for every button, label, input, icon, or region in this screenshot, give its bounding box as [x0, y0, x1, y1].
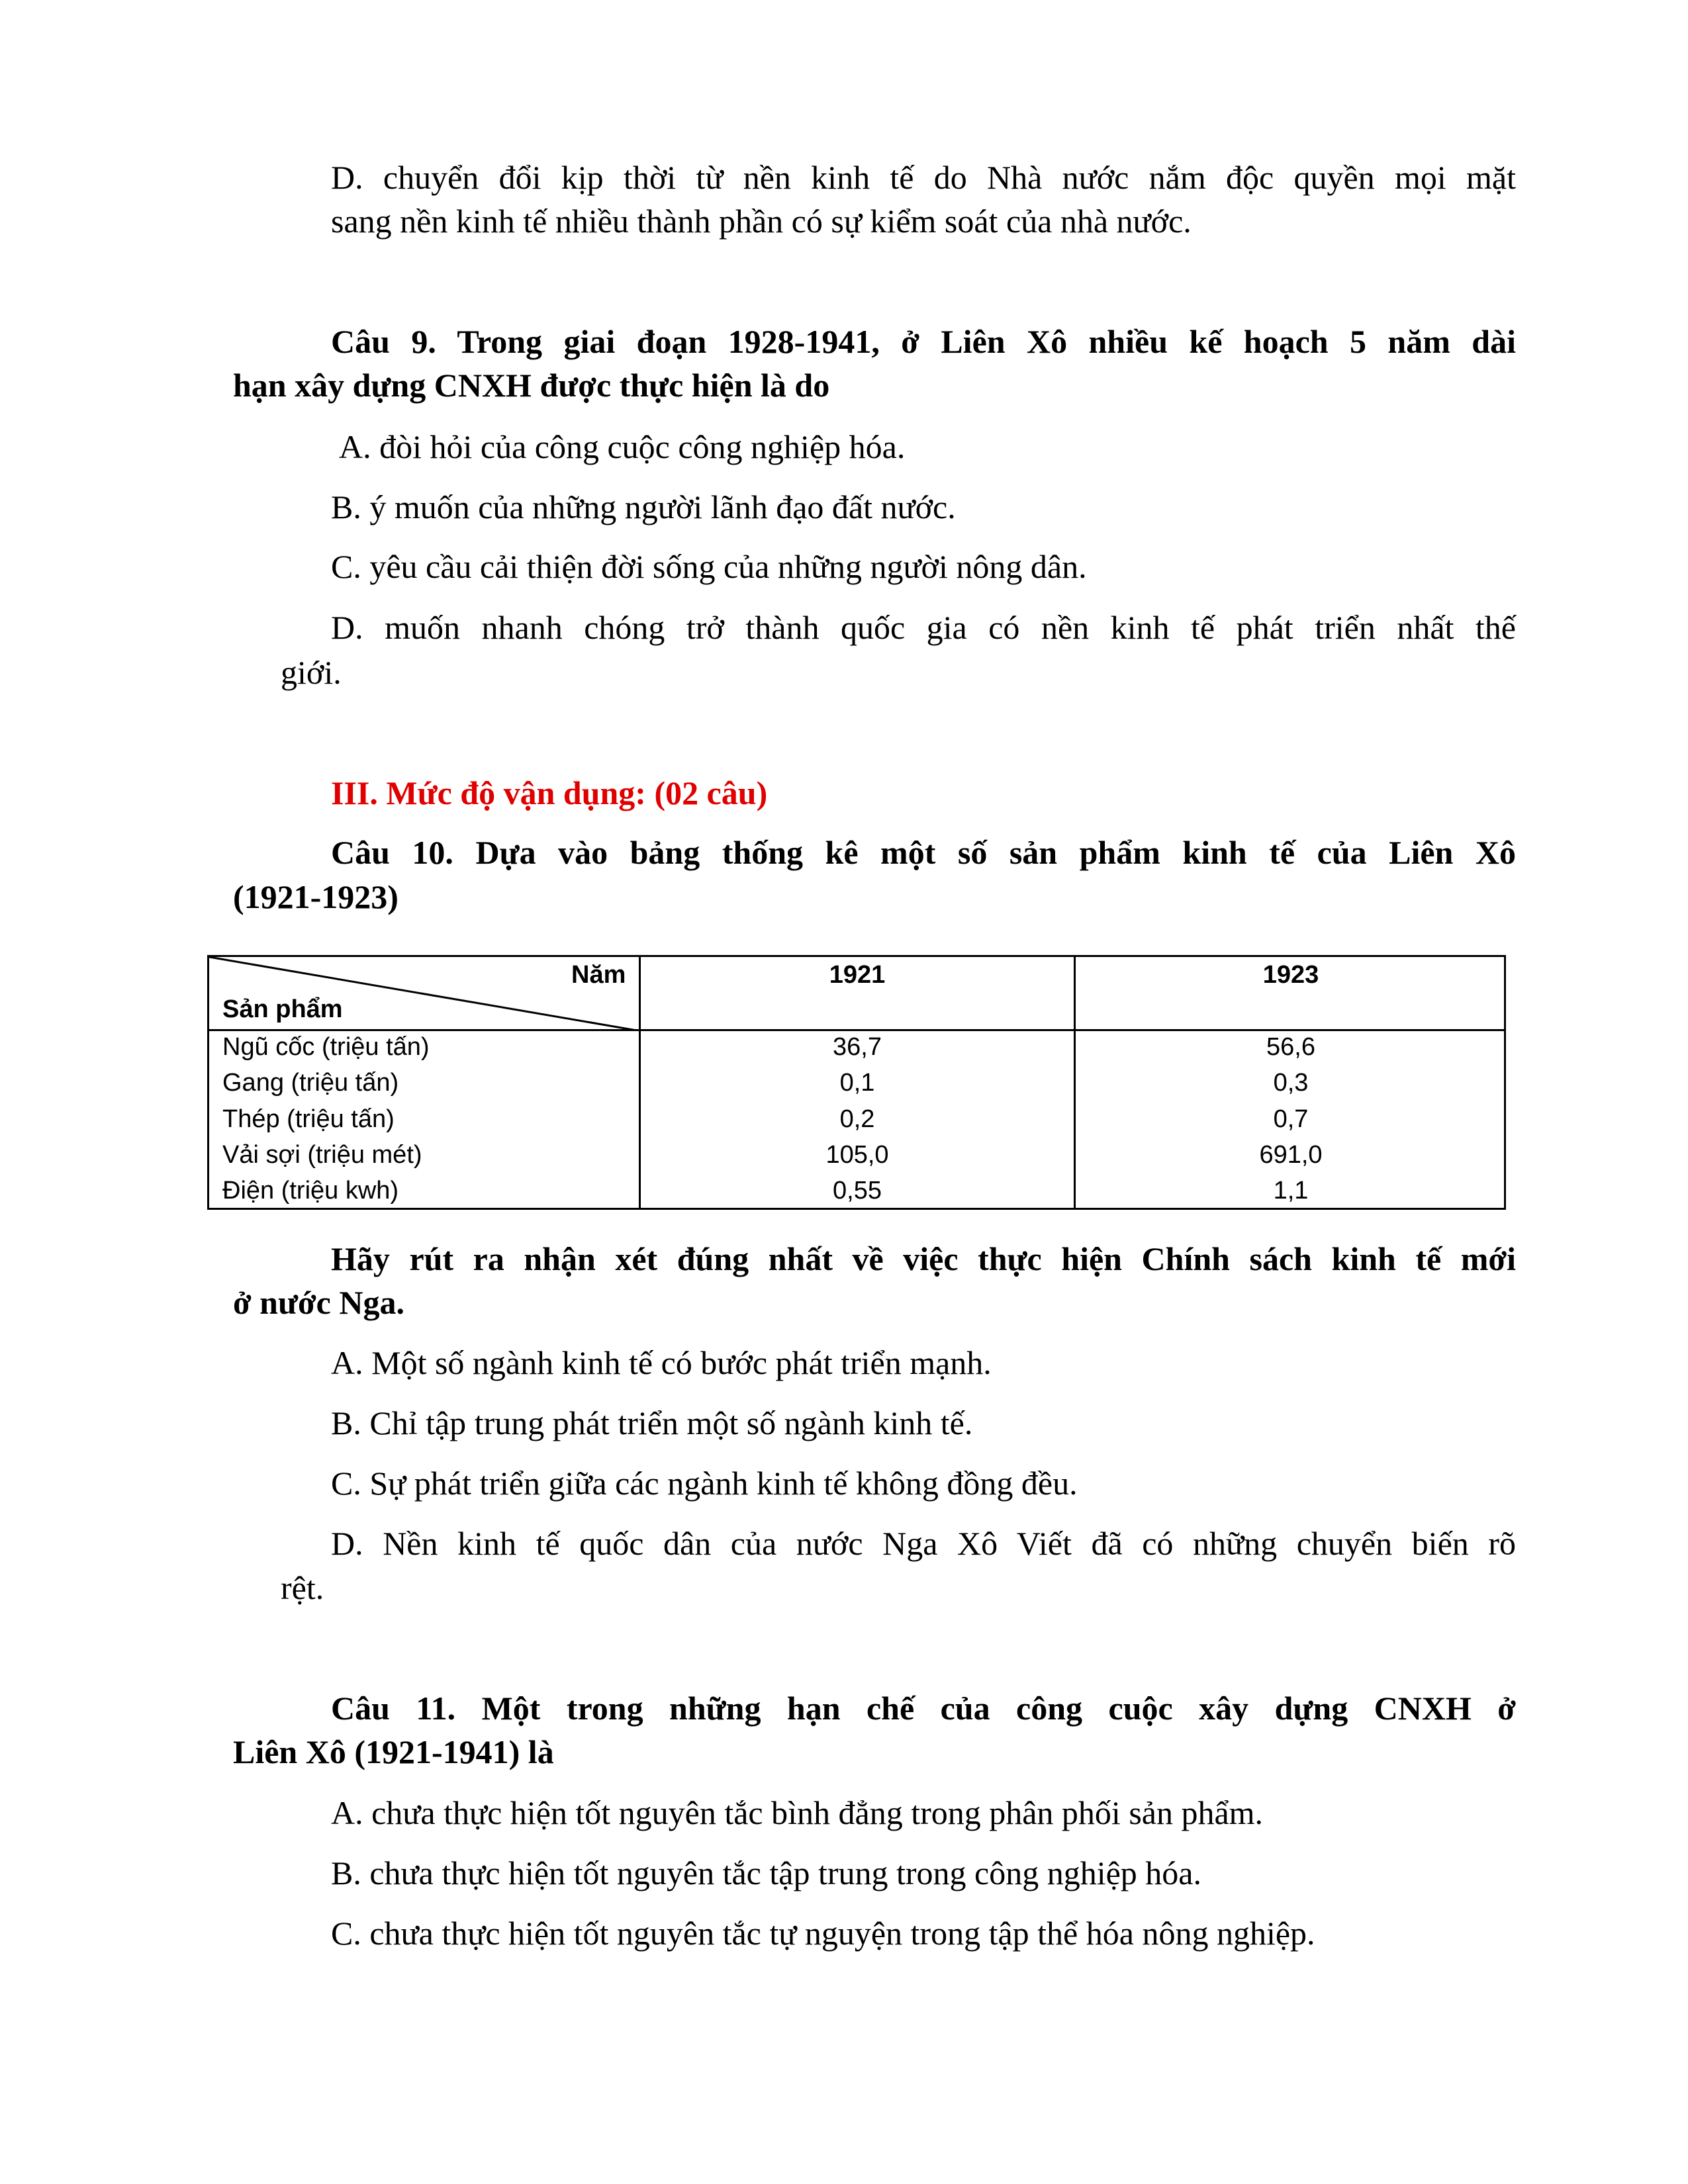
q10-option-d-line1: D. Nền kinh tế quốc dân của nước Nga Xô Viết đã có những chuyển biến rõ: [331, 1525, 1516, 1562]
q11-title-line2: Liên Xô (1921-1941) là: [233, 1733, 554, 1770]
row-product: Vải sợi (triệu mét): [222, 1141, 422, 1169]
q10-option-a: A. Một số ngành kinh tế có bước phát triển mạnh.: [331, 1344, 992, 1381]
section-heading: III. Mức độ vận dụng: (02 câu): [331, 774, 768, 811]
q10-prompt-line2: ở nước Nga.: [233, 1284, 404, 1321]
q11-option-c: C. chưa thực hiện tốt nguyên tắc tự nguyện trong tập thể hóa nông nghiệp.: [331, 1915, 1315, 1952]
q9-option-d-line1: D. muốn nhanh chóng trở thành quốc gia có nền kinh tế phát triển nhất thế: [331, 609, 1516, 646]
q10-title-line2: (1921-1923): [233, 878, 399, 915]
row-value-1921: 0,1: [839, 1069, 875, 1097]
q9-option-b: B. ý muốn của những người lãnh đạo đất nước.: [331, 488, 956, 525]
q10-title-line1: Câu 10. Dựa vào bảng thống kê một số sản phẩm kinh tế của Liên Xô: [331, 834, 1516, 871]
q9-option-c: C. yêu cầu cải thiện đời sống của những người nông dân.: [331, 548, 1087, 585]
row-value-1921: 0,2: [839, 1105, 875, 1133]
q10-option-b: B. Chỉ tập trung phát triển một số ngành kinh tế.: [331, 1404, 973, 1441]
statistics-table: [207, 955, 1506, 1210]
q8-option-d-line1: D. chuyển đổi kịp thời từ nền kinh tế do Nhà nước nắm độc quyền mọi mặt: [331, 159, 1516, 196]
row-value-1921: 0,55: [833, 1177, 882, 1205]
row-value-1921: 105,0: [825, 1141, 889, 1169]
header-year-label: Năm: [571, 961, 626, 989]
header-year-1921: 1921: [829, 961, 886, 989]
q9-option-a: A. đòi hỏi của công cuộc công nghiệp hóa.: [339, 428, 906, 465]
row-product: Thép (triệu tấn): [222, 1105, 395, 1133]
header-year-1923: 1923: [1262, 961, 1319, 989]
row-value-1923: 0,7: [1273, 1105, 1309, 1133]
row-value-1923: 56,6: [1266, 1033, 1315, 1061]
q10-option-c: C. Sự phát triển giữa các ngành kinh tế không đồng đều.: [331, 1465, 1078, 1502]
q10-prompt-line1: Hãy rút ra nhận xét đúng nhất về việc thực hiện Chính sách kinh tế mới: [331, 1240, 1516, 1277]
q9-option-d-line2: giới.: [281, 654, 342, 691]
row-product: Điện (triệu kwh): [222, 1177, 399, 1205]
row-value-1923: 1,1: [1273, 1177, 1309, 1205]
row-product: Ngũ cốc (triệu tấn): [222, 1033, 430, 1061]
row-value-1921: 36,7: [833, 1033, 882, 1061]
row-value-1923: 691,0: [1259, 1141, 1323, 1169]
table-divider: [209, 1029, 1504, 1031]
q9-title-line1: Câu 9. Trong giai đoạn 1928-1941, ở Liên Xô nhiều kế hoạch 5 năm dài: [331, 323, 1516, 360]
q11-title-line1: Câu 11. Một trong những hạn chế của công cuộc xây dựng CNXH ở: [331, 1690, 1516, 1727]
row-product: Gang (triệu tấn): [222, 1069, 399, 1097]
row-value-1923: 0,3: [1273, 1069, 1309, 1097]
q11-option-a: A. chưa thực hiện tốt nguyên tắc bình đẳng trong phân phối sản phẩm.: [331, 1794, 1264, 1831]
q9-title-line2: hạn xây dựng CNXH được thực hiện là do: [233, 367, 830, 404]
q10-option-d-line2: rệt.: [281, 1569, 324, 1606]
q11-option-b: B. chưa thực hiện tốt nguyên tắc tập trung trong công nghiệp hóa.: [331, 1854, 1201, 1891]
header-product-label: Sản phẩm: [222, 995, 343, 1023]
q8-option-d-line2: sang nền kinh tế nhiều thành phần có sự kiểm soát của nhà nước.: [331, 203, 1192, 240]
